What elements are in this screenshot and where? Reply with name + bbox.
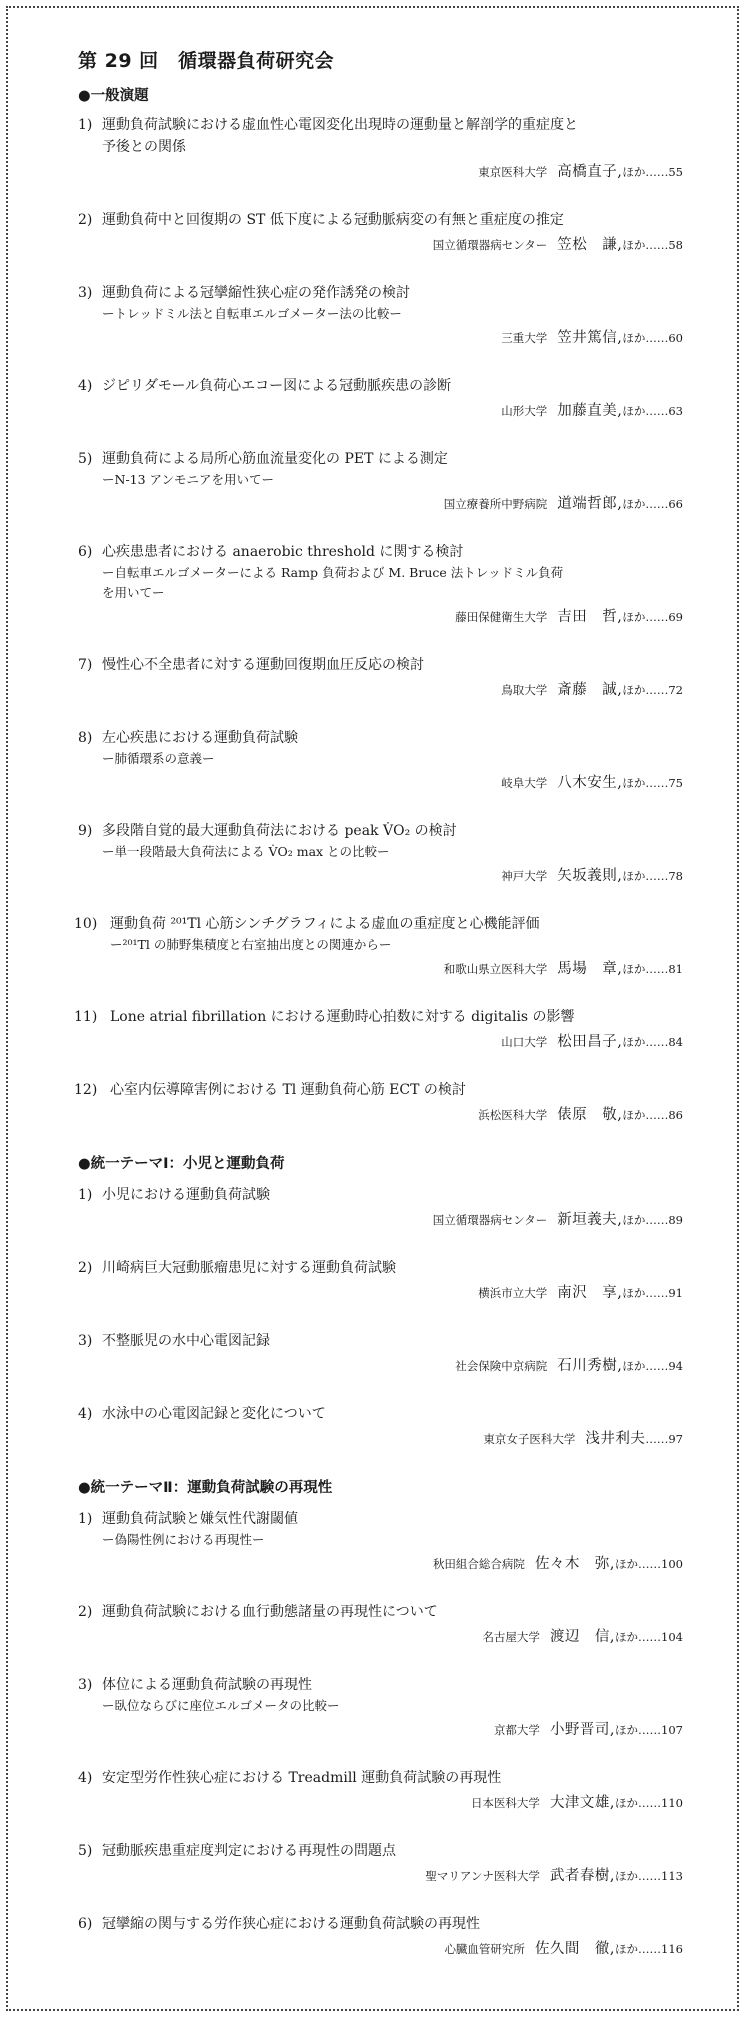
author-institution: 聖マリアンナ医科大学 [425, 1869, 540, 1883]
author-name: 八木安生, [557, 775, 623, 791]
author-institution: 藤田保健衛生大学 [455, 610, 548, 624]
page-reference: ほか……89 [622, 1213, 683, 1227]
toc-entry [78, 727, 683, 794]
toc-entry [78, 375, 683, 422]
author-name: 斎藤 誠, [557, 682, 623, 698]
entry-title-line [78, 1184, 683, 1206]
entry-title-line [78, 1403, 683, 1425]
entry-title-line [74, 1006, 683, 1028]
entry-title: 運動負荷試験における虚血性心電図変化出現時の運動量と解剖学的重症度と [102, 117, 578, 133]
entry-number: 5) [78, 1843, 93, 1859]
toc-entry [78, 1601, 683, 1648]
toc-entry [78, 282, 683, 349]
entry-title: ジピリダモール負荷心エコー図による冠動脈疾患の診断 [102, 378, 452, 394]
page-reference: ほか……116 [615, 1942, 683, 1956]
entry-author-line [78, 160, 683, 183]
entry-title: 運動負荷中と回復期の ST 低下度による冠動脈病変の有無と重症度の推定 [102, 212, 564, 228]
entry-number: 4) [78, 1406, 93, 1422]
author-name: 加藤直美, [557, 403, 623, 419]
entry-title: 冠動脈疾患重症度判定における再現性の問題点 [102, 1843, 396, 1859]
entry-title-line [78, 1767, 683, 1789]
page-reference: ほか……58 [622, 238, 683, 252]
entry-author-line [78, 233, 683, 256]
toc-entry [78, 1674, 683, 1741]
entry-title: 水泳中の心電図記録と変化について [102, 1406, 326, 1422]
toc-entry [78, 1913, 683, 1960]
toc-entry [74, 1006, 683, 1053]
entry-number: 4) [78, 1770, 93, 1786]
entry-subtitle: ー肺循環系の意義ー [102, 751, 215, 766]
entry-title: 安定型労作性狭心症における Treadmill 運動負荷試験の再現性 [102, 1770, 502, 1786]
entry-author-line [78, 399, 683, 422]
page-reference: ほか……91 [622, 1286, 683, 1300]
author-institution: 心臓血管研究所 [444, 1942, 525, 1956]
entry-author-line [78, 771, 683, 794]
toc-entry [78, 541, 683, 628]
entry-author-line [78, 1208, 683, 1231]
page-reference: ほか……72 [622, 683, 683, 697]
entry-number: 2) [78, 1260, 93, 1276]
entry-title: 心室内伝導障害例における Tl 運動負荷心筋 ECT の検討 [110, 1082, 466, 1098]
page-reference: ほか……69 [622, 610, 683, 624]
author-name: 浅井利夫 [585, 1431, 646, 1447]
entry-author-line [78, 1864, 683, 1887]
entry-title-line [78, 1840, 683, 1862]
author-name: 大津文雄, [549, 1795, 616, 1811]
page-reference: ……97 [645, 1432, 683, 1446]
entry-title: 運動負荷による冠攣縮性狭心症の発作誘発の検討 [102, 285, 410, 301]
entry-author-line [78, 864, 683, 887]
entry-author-line [78, 326, 683, 349]
entry-title-line [78, 820, 683, 842]
entry-number: 2) [78, 1604, 93, 1620]
entry-number: 4) [78, 378, 93, 394]
section-heading: ●一般演題 [78, 88, 149, 104]
toc-entry [78, 820, 683, 887]
entry-title: 小児における運動負荷試験 [102, 1187, 270, 1203]
author-institution: 山形大学 [501, 404, 548, 418]
page-reference: ほか……113 [615, 1869, 683, 1883]
entry-title-line [78, 1330, 683, 1352]
entry-number: 2) [78, 212, 93, 228]
author-name: 吉田 哲, [557, 609, 623, 625]
entry-title-line [78, 448, 683, 470]
entry-title-line [78, 1601, 683, 1623]
entry-number: 7) [78, 657, 93, 673]
author-name: 矢坂義則, [557, 868, 623, 884]
entry-subtitle: を用いてー [102, 585, 165, 600]
author-name: 石川秀樹, [557, 1358, 623, 1374]
toc-entry [78, 1403, 683, 1450]
author-institution: 秋田組合総合病院 [432, 1557, 525, 1571]
author-institution: 東京女子医科大学 [483, 1432, 576, 1446]
entry-title-line [78, 541, 683, 563]
entry-title: Lone atrial fibrillation における運動時心拍数に対する digitalis の影響 [110, 1009, 575, 1025]
entry-title: 運動負荷による局所心筋血流量変化の PET による測定 [102, 451, 448, 467]
entry-title-line [78, 282, 683, 304]
entry-number: 6) [78, 1916, 93, 1932]
entry-number: 8) [78, 730, 93, 746]
entry-author-line [78, 605, 683, 628]
author-name: 新垣義夫, [557, 1212, 623, 1228]
page-reference: ほか……75 [622, 776, 683, 790]
author-institution: 京都大学 [493, 1723, 540, 1737]
page-reference: ほか……78 [622, 869, 683, 883]
entry-author-line [78, 1427, 683, 1450]
author-name: 武者春樹, [549, 1868, 616, 1884]
entry-number: 10) [74, 916, 98, 932]
entry-title: 左心疾患における運動負荷試験 [102, 730, 298, 746]
entry-number: 3) [78, 1333, 93, 1349]
toc-entry [78, 654, 683, 701]
entry-number: 12) [74, 1082, 98, 1098]
page-reference: ほか……81 [622, 962, 683, 976]
page-reference: ほか……86 [622, 1108, 683, 1122]
entry-title-continued: 予後との関係 [102, 139, 186, 155]
author-institution: 和歌山県立医科大学 [443, 962, 548, 976]
entry-title: 運動負荷試験と嫌気性代謝閾値 [102, 1511, 298, 1527]
entry-author-line [78, 678, 683, 701]
author-institution: 鳥取大学 [501, 683, 548, 697]
author-institution: 国立療養所中野病院 [443, 497, 548, 511]
section-heading: ●統一テーマⅠ：小児と運動負荷 [78, 1156, 285, 1172]
author-name: 高橋直子, [557, 164, 623, 180]
entry-author-line [78, 1718, 683, 1741]
entry-title: 不整脈児の水中心電図記録 [102, 1333, 270, 1349]
page-reference: ほか……55 [622, 165, 683, 179]
author-institution: 名古屋大学 [482, 1630, 540, 1644]
entry-subtitle: ー²⁰¹Tl の肺野集積度と右室抽出度との関連からー [110, 937, 392, 952]
entry-title-line [78, 1257, 683, 1279]
page-reference: ほか……84 [622, 1035, 683, 1049]
entry-title: 冠攣縮の関与する労作狭心症における運動負荷試験の再現性 [102, 1916, 480, 1932]
entry-title: 多段階自覚的最大運動負荷法における peak V̇O₂ の検討 [102, 823, 457, 839]
toc-entry [78, 1330, 683, 1377]
entry-number: 1) [78, 1187, 93, 1203]
entry-author-line [78, 1103, 683, 1126]
section-heading: ●統一テーマⅡ：運動負荷試験の再現性 [78, 1480, 333, 1496]
author-name: 俵原 敬, [557, 1107, 623, 1123]
entry-title: 運動負荷試験における血行動態諸量の再現性について [102, 1604, 438, 1620]
entry-author-line [78, 1625, 683, 1648]
author-name: 笠松 謙, [557, 237, 623, 253]
entry-number: 11) [74, 1009, 98, 1025]
entry-title-line [78, 727, 683, 749]
entry-title: 体位による運動負荷試験の再現性 [102, 1677, 312, 1693]
entry-title: 川崎病巨大冠動脈瘤患児に対する運動負荷試験 [102, 1260, 396, 1276]
toc-entry [78, 209, 683, 256]
entry-author-line [78, 1030, 683, 1053]
entry-title: 慢性心不全患者に対する運動回復期血圧反応の検討 [102, 657, 424, 673]
author-institution: 東京医科大学 [478, 165, 548, 179]
entry-number: 3) [78, 285, 93, 301]
entry-title-line [74, 913, 683, 935]
author-name: 南沢 享, [557, 1285, 623, 1301]
entry-title-line [74, 1079, 683, 1101]
toc-entry [78, 1508, 683, 1575]
author-name: 佐久間 徹, [534, 1941, 616, 1957]
page-reference: ほか……110 [615, 1796, 683, 1810]
entry-title: 心疾患患者における anaerobic threshold に関する検討 [102, 544, 464, 560]
entry-number: 1) [78, 1511, 93, 1527]
author-institution: 日本医科大学 [470, 1796, 540, 1810]
author-name: 馬場 章, [557, 961, 623, 977]
toc-entry [78, 1184, 683, 1231]
toc-entry [78, 448, 683, 515]
entry-number: 6) [78, 544, 93, 560]
author-name: 道端哲郎, [557, 496, 623, 512]
entry-author-line [78, 1791, 683, 1814]
document-page [6, 6, 739, 2011]
page-reference: ほか……104 [615, 1630, 683, 1644]
entry-author-line [78, 1354, 683, 1377]
page-reference: ほか……100 [615, 1557, 683, 1571]
entry-subtitle: ー臥位ならびに座位エルゴメータの比較ー [102, 1698, 340, 1713]
entry-author-line [78, 1937, 683, 1960]
entry-title-line [78, 114, 683, 136]
author-institution: 浜松医科大学 [478, 1108, 548, 1122]
page-reference: ほか……66 [622, 497, 683, 511]
page-title: 第 29 回 循環器負荷研究会 [78, 50, 335, 72]
entry-title-line [78, 1508, 683, 1530]
page-reference: ほか……60 [622, 331, 683, 345]
page-reference: ほか……94 [622, 1359, 683, 1373]
entry-subtitle: ー偽陽性例における再現性ー [102, 1532, 265, 1547]
toc-entry [78, 1840, 683, 1887]
toc-entry [74, 1079, 683, 1126]
entry-author-line [78, 1281, 683, 1304]
author-name: 佐々木 弥, [534, 1556, 616, 1572]
author-institution: 岐阜大学 [501, 776, 548, 790]
entry-author-line [78, 1552, 683, 1575]
entry-number: 5) [78, 451, 93, 467]
author-name: 松田昌子, [557, 1034, 623, 1050]
author-institution: 社会保険中京病院 [455, 1359, 548, 1373]
toc-entry [78, 1257, 683, 1304]
toc-entry [78, 1767, 683, 1814]
table-of-contents [74, 86, 683, 1986]
entry-title-line [78, 654, 683, 676]
entry-number: 9) [78, 823, 93, 839]
author-name: 渡辺 信, [549, 1629, 616, 1645]
entry-number: 3) [78, 1677, 93, 1693]
toc-entry [74, 913, 683, 980]
author-name: 笠井篤信, [557, 330, 623, 346]
entry-subtitle: ーN-13 アンモニアを用いてー [102, 472, 275, 487]
toc-entry [78, 114, 683, 183]
author-name: 小野晋司, [549, 1722, 616, 1738]
entry-subtitle: ー単一段階最大負荷法による V̇O₂ max との比較ー [102, 844, 390, 859]
entry-title-line [78, 209, 683, 231]
entry-author-line [78, 957, 683, 980]
author-institution: 三重大学 [501, 331, 548, 345]
author-institution: 国立循環器病センター [432, 1213, 548, 1227]
entry-number: 1) [78, 117, 93, 133]
entry-subtitle: ー自転車エルゴメーターによる Ramp 負荷および M. Bruce 法トレッドミル負荷 [102, 565, 564, 580]
entry-subtitle: ートレッドミル法と自転車エルゴメーター法の比較ー [102, 306, 402, 321]
page-reference: ほか……107 [615, 1723, 683, 1737]
entry-title-line [78, 1913, 683, 1935]
author-institution: 横浜市立大学 [478, 1286, 548, 1300]
entry-title-line [78, 375, 683, 397]
page-reference: ほか……63 [622, 404, 683, 418]
author-institution: 神戸大学 [501, 869, 548, 883]
author-institution: 山口大学 [501, 1035, 548, 1049]
entry-title: 運動負荷 ²⁰¹Tl 心筋シンチグラフィによる虚血の重症度と心機能評価 [110, 916, 540, 932]
entry-title-line [78, 1674, 683, 1696]
author-institution: 国立循環器病センター [432, 238, 548, 252]
entry-author-line [78, 492, 683, 515]
